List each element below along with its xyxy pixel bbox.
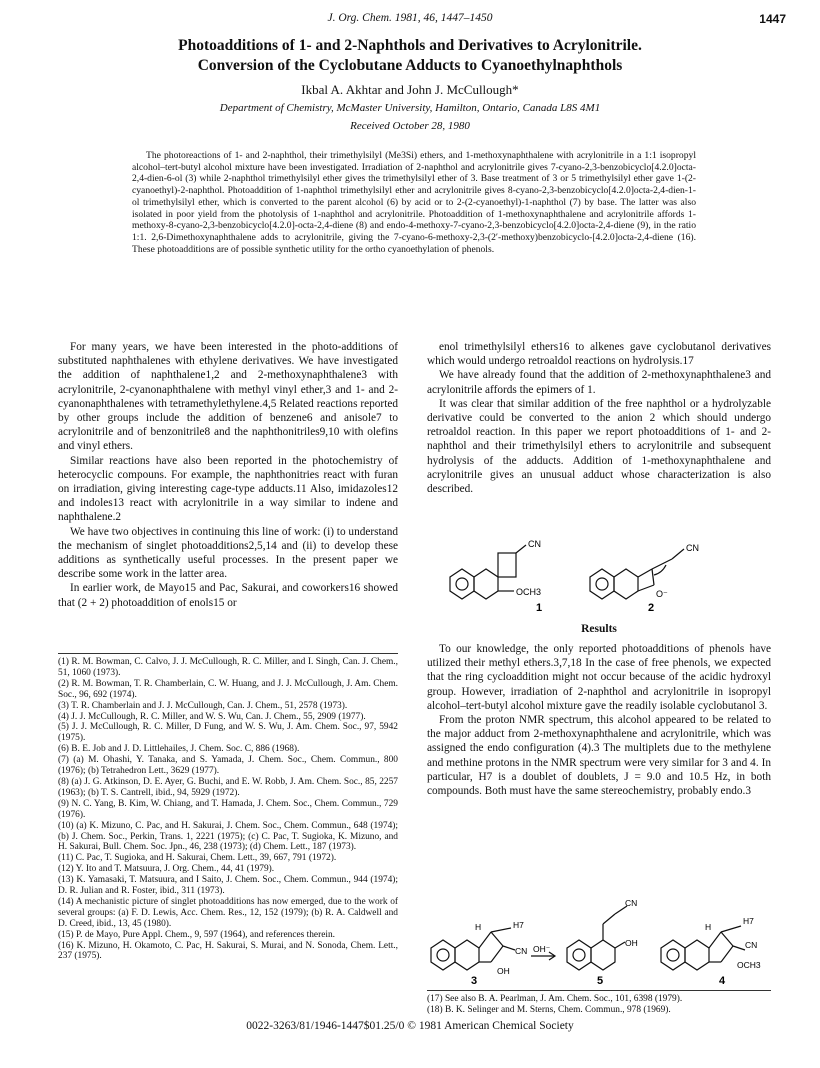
paragraph: To our knowledge, the only reported photoadditions of phenols have utilized their methyl ethers.3,7,18 In the case of free phenols, we expected that the ring cycloaddition might not occur because of the acidic hydroxyl group. However, irradiation of 2-naphthol and acrylonitrile in isopropyl alcohol–tert-butyl alcohol mixture gave the readily isolable cyclobutanol 3. — [427, 643, 771, 712]
right-column — [427, 340, 771, 496]
results-section — [427, 642, 771, 798]
paragraph: It was clear that similar addition of the free naphthol or a hydrolyzable derivative could be converted to the anion 2 which should undergo retroaldol reaction. In this paper we report photoadditions of 1- and 2-naphthol and their trimethylsilyl ethers to acrylonitrile and subsequent hydrolysis of the adducts. Addition of 1-methoxynaphthalene and acrylonitrile gives an unusual adduct whose characterization is also described. — [427, 397, 771, 496]
footnote: (2) R. M. Bowman, T. R. Chamberlain, C. W. Huang, and J. J. McCullough, J. Am. Chem. Soc., 96, 692 (1974). — [58, 678, 398, 700]
footnote: (3) T. R. Chamberlain and J. J. McCullough, Can. J. Chem., 51, 2578 (1973). — [58, 700, 348, 711]
compound-number: 5 — [597, 975, 604, 986]
paragraph: enol trimethylsilyl ethers16 to alkenes gave cyclobutanol derivatives which would undergo retroaldol reactions on hydrolysis.17 — [427, 341, 771, 368]
footnote: (17) See also B. A. Pearlman, J. Am. Chem. Soc., 101, 6398 (1979). — [427, 994, 683, 1004]
authors: Ikbal A. Akhtar and John J. McCullough* — [301, 82, 519, 97]
base-label: OH⁻ — [533, 944, 551, 954]
journal-citation: J. Org. Chem. 1981, 46, 1447–1450 — [327, 12, 493, 24]
cn-label: CN — [686, 543, 699, 553]
title-line-1: Photoadditions of 1- and 2-Naphthols and Derivatives to Acrylonitrile. — [178, 37, 642, 54]
paragraph: We have two objectives in continuing this line of work: (i) to understand the mechanism of singlet photoadditions2,5,14 and (ii) to develop these additions as synthetically useful processes. In the present paper we describe some work in the latter area. — [58, 525, 398, 581]
footnote: (11) C. Pac, T. Sugioka, and H. Sakurai, Chem. Lett., 39, 667, 791 (1972). — [58, 853, 337, 864]
footnote: (10) (a) K. Mizuno, C. Pac, and H. Sakurai, J. Chem. Soc., Chem. Commun., 648 (1974); (b) J. Chem. Soc., Perkin, Trans. 1, 2221 (1975); (c) C. Pac, T. Sugioka, K. Mizuno, and H. Sakurai, Bull. Chem. Soc. Jpn., 46, 238 (1973); (d) Chem. Lett., 187 (1973). — [58, 820, 398, 853]
left-column — [58, 340, 398, 610]
footnote: (14) A mechanistic picture of singlet photoadditions has now emerged, due to the work of several groups: (a) F. D. Lewis, Acc. Chem. Res., 12, 152 (1979); (b) R. A. Caldwell and D. Creed, ibid., 13, 45 (1980). — [58, 896, 398, 929]
h-label: H — [475, 922, 482, 932]
cn-label: CN — [625, 898, 638, 908]
abstract — [132, 150, 696, 255]
footnote: (16) K. Mizuno, H. Okamoto, C. Pac, H. Sakurai, S. Murai, and N. Sonoda, Chem. Lett., 237 (1975). — [58, 940, 398, 962]
footnote: (18) B. K. Selinger and M. Sterns, Chem. Commun., 978 (1969). — [427, 1005, 671, 1015]
footnote: (5) J. J. McCullough, R. C. Miller, D Fung, and W. S. Wu, J. Am. Chem. Soc., 97, 5942 (1975). — [58, 722, 398, 744]
cn-label: CN — [745, 940, 758, 950]
footnote: (6) B. E. Job and J. D. Littlehailes, J. Chem. Soc. C, 886 (1968). — [58, 744, 300, 755]
paragraph: For many years, we have been interested in the photo-additions of substituted naphthalenes with ethylene derivatives. We have investigated the addition of naphthalene1,2 and 2-methoxynaphthalene3 with acrylonitrile, 2-cyanonaphthalene with methyl vinyl ether,3 and 1- and 2-cyanonaphthalenes with tetramethylethylene.4,5 Related reactions reported by other groups include the addition of benzene6 and anisole7 to acrylonitrile and of benzonitrile8 and the naphthonitriles9,10 with olefins and vinyl ethers. — [58, 341, 398, 453]
footnote: (13) K. Yamasaki, T. Matsuura, and I Saito, J. Chem. Soc., Chem. Commun., 944 (1974); D. R. Julian and R. Foster, ibid., 311 (1973). — [58, 875, 398, 897]
paragraph: From the proton NMR spectrum, this alcohol appeared to be related to the major adduct from 2-methoxynaphthalene and acrylonitrile, which was assigned the endo configuration (4).3 The multiplets due to the methylene and methine protons in the NMR spectrum were very similar for 3 and 4. In particular, H7 is a doublet of doublets, J = 9.0 and 10.5 Hz, in both compounds. Both must have the same stereochemistry, probably endo.3 — [427, 714, 771, 798]
och3-label: OCH3 — [737, 960, 761, 970]
h7-label: H7 — [743, 916, 754, 926]
footnote: (12) Y. Ito and T. Matsuura, J. Org. Chem., 44, 41 (1979). — [58, 864, 275, 875]
footnote-divider — [427, 990, 771, 991]
footnote-divider — [58, 653, 398, 654]
results-heading: Results — [581, 623, 617, 635]
affiliation: Department of Chemistry, McMaster University, Hamilton, Ontario, Canada L8S 4M1 — [219, 102, 601, 114]
footnotes-left — [58, 657, 398, 962]
footnote: (9) N. C. Yang, B. Kim, W. Chiang, and T. Hamada, J. Chem. Soc., Chem. Commun., 729 (1976). — [58, 798, 398, 820]
footnotes-right — [427, 994, 771, 1016]
compound-number: 3 — [471, 975, 478, 986]
och3-label: OCH3 — [516, 587, 542, 597]
compound-number: 1 — [536, 602, 543, 614]
paragraph: Similar reactions have also been reported in the photochemistry of heterocyclic compouns. For example, the naphthonitries react with furan on irradiation, giving interesting cage-type adducts.11 Also, imidazoles12 and indoles13 react with acrylonitrile in a way similar to indene and naphthalene.2 — [58, 454, 398, 524]
abstract-text: The photoreactions of 1- and 2-naphthol, their trimethylsilyl (Me3Si) ethers, and 1-methoxynaphthalene with acrylonitrile in a 1:1 isopropyl alcohol–tert-butyl alcohol mixture have been investigated. Irradiation of 2-naphthol and acrylonitrile gives 7-cyano-2,3-benzobicyclo[4.2.0]octa-2,4-dien-6-ol (3) while 2-naphthol trimethylsilyl ether gives the trimethylsilyl ether of 3. Base treatment of 3 or 5 trimethylsilyl ether gave 1-(2-cyanoethyl)-2-naphthol. Photoaddition of 1-naphthol trimethylsilyl ether and acrylonitrile gives 8-cyano-2,3-benzobicyclo[4.2.0]octa-2,4-dien-1-ol trimethylsilyl ether, which is converted to the parent alcohol (6) by acid or to 2-(2-cyanoethyl)-1-naphthol (7) by base. The latter was also isolated in poor yield from the photolysis of 1-naphthol and acrylonitrile. Photoaddition of 1-methoxynaphthalene and acrylonitrile affords 1-methoxy-8-cyano-2,3-benzobicyclo[4.2.0]-octa-2,4-diene (8) and endo-4-methoxy-7-cyano-2,3-benzobicyclo[4.2.0]octa-2,4-diene (9), in the ratio 1:1. 2,6-Dimethoxynaphthalene adds to acrylonitrile, giving the 7-cyano-6-methoxy-2,3-(2′-methoxy)benzobicyclo-[4.2.0]octa-2,4-diene (16). These photoadditions are of possible synthetic utility for the ortho cyanoethylation of phenols. — [132, 150, 696, 255]
footnote: (8) (a) J. G. Atkinson, D. E. Ayer, G. Buchi, and E. W. Robb, J. Am. Chem. Soc., 85, 2257 (1963); (b) T. S. Cantrell, ibid., 94, 5929 (1972). — [58, 776, 398, 798]
h7-label: H7 — [513, 920, 524, 930]
footnote: (7) (a) M. Ohashi, Y. Tanaka, and S. Yamada, J. Chem. Soc., Chem. Commun., 800 (1976); (b) Tetrahedron Lett., 3629 (1977). — [58, 755, 398, 777]
cn-label: CN — [528, 539, 541, 549]
copyright-footer: 0022-3263/81/1946-1447$01.25/0 © 1981 American Chemical Society — [246, 1020, 574, 1032]
structures-3-5-4 — [427, 898, 771, 986]
footnote: (15) P. de Mayo, Pure Appl. Chem., 9, 597 (1964), and references therein. — [58, 929, 336, 940]
compound-number: 4 — [719, 975, 726, 986]
received-date: Received October 28, 1980 — [350, 120, 470, 132]
footnote: (1) R. M. Bowman, C. Calvo, J. J. McCullough, R. C. Miller, and I. Singh, Can. J. Chem., 51, 1060 (1973). — [58, 657, 398, 678]
paragraph: We have already found that the addition of 2-methoxynaphthalene3 and acrylonitrile affords the epimers of 1. — [427, 369, 771, 396]
oh-label: OH — [497, 966, 510, 976]
compound-number: 2 — [648, 602, 655, 614]
title-line-2: Conversion of the Cyclobutane Adducts to Cyanoethylnaphthols — [197, 57, 623, 74]
footnote: (4) J. J. McCullough, R. C. Miller, and W. S. Wu, Can. J. Chem., 55, 2909 (1977). — [58, 711, 366, 722]
h-label: H — [705, 922, 712, 932]
paragraph: In earlier work, de Mayo15 and Pac, Sakurai, and coworkers16 showed that (2 + 2) photoaddition of enols15 or — [58, 582, 398, 609]
article-title — [60, 36, 760, 76]
structures-1-2 — [440, 535, 740, 615]
running-header — [0, 12, 820, 30]
anion-label: O⁻ — [656, 589, 668, 599]
cn-label: CN — [515, 946, 528, 956]
page-number: 1447 — [759, 12, 786, 26]
oh-label: OH — [625, 938, 638, 948]
